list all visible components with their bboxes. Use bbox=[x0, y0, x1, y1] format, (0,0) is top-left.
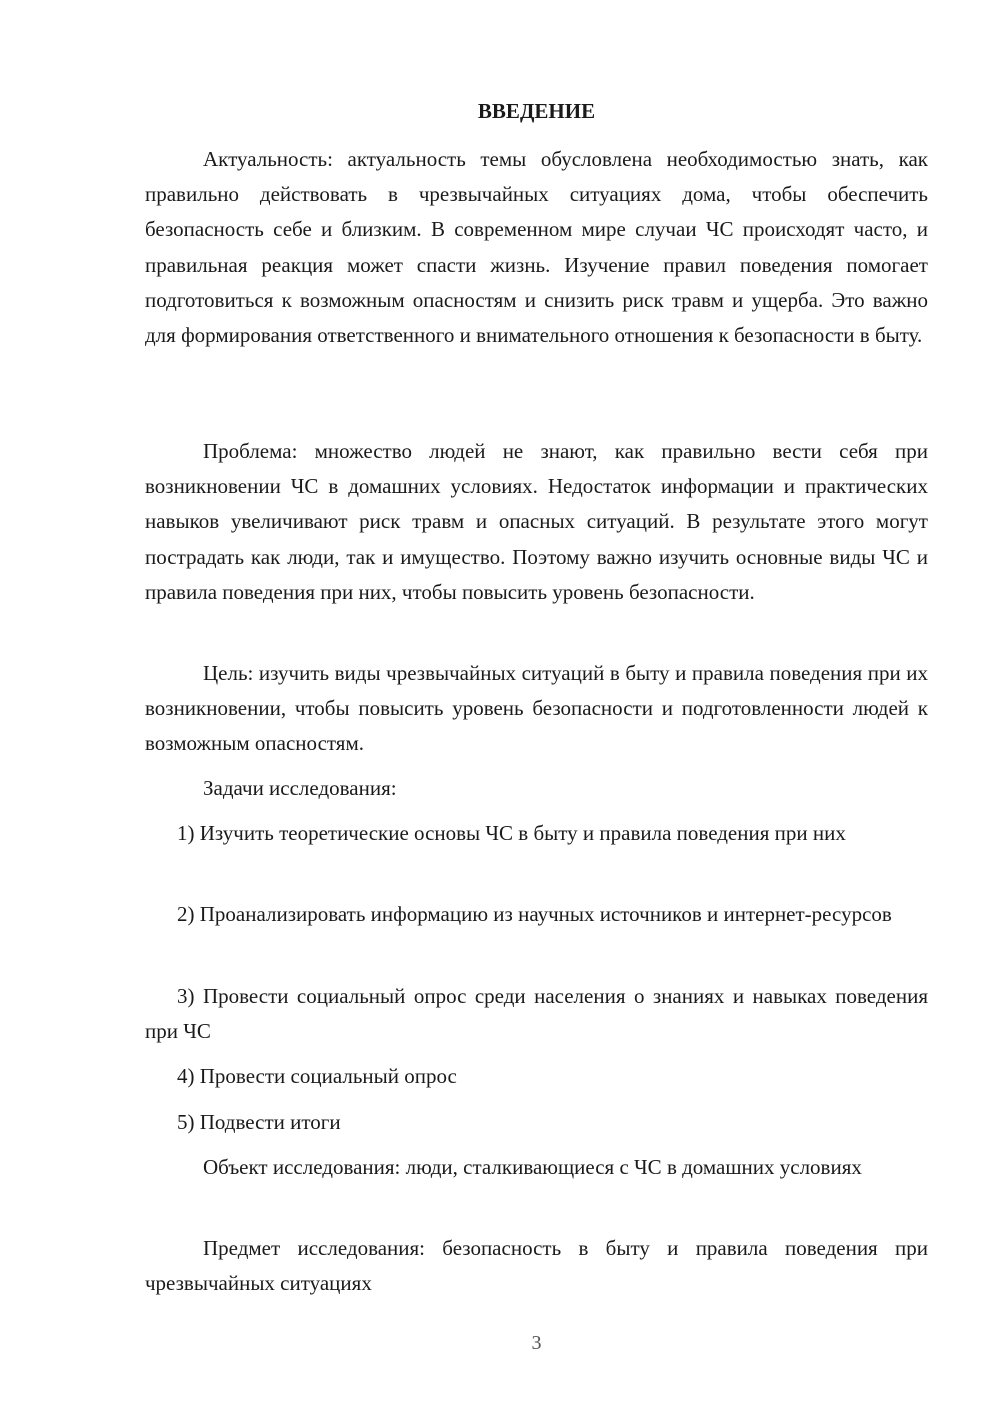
section-title: ВВЕДЕНИЕ bbox=[477, 99, 596, 123]
goal-paragraph: Цель: изучить виды чрезвычайных ситуаций в быту и правила поведения при их возникновении, чтобы повысить уровень безопасности и подготовленности людей к возможным опасностям. bbox=[145, 661, 928, 756]
page-number: 3 bbox=[531, 1332, 542, 1354]
task-item-4: 4) Провести социальный опрос bbox=[177, 1064, 457, 1088]
tasks-heading: Задачи исследования: bbox=[203, 776, 397, 800]
research-subject-paragraph: Предмет исследования: безопасность в быту и правила поведения при чрезвычайных ситуациях bbox=[145, 1236, 928, 1296]
task-item-1: 1) Изучить теоретические основы ЧС в быту и правила поведения при них bbox=[177, 821, 846, 845]
problem-paragraph: Проблема: множество людей не знают, как правильно вести себя при возникновении ЧС в домашних условиях. Недостаток информации и практических навыков увеличивают риск травм и опасных ситуаций. В результате этого могут пострадать как люди, так и имущество. Поэтому важно изучить основные виды ЧС и правила поведения при них, чтобы повысить уровень безопасности. bbox=[145, 439, 928, 604]
research-object-paragraph: Объект исследования: люди, сталкивающиеся с ЧС в домашних условиях bbox=[203, 1155, 862, 1179]
task-item-3: 3) Провести социальный опрос среди населения о знаниях и навыках поведения при ЧС bbox=[145, 984, 928, 1044]
relevance-paragraph: Актуальность: актуальность темы обусловлена необходимостью знать, как правильно действовать в чрезвычайных ситуациях дома, чтобы обеспечить безопасность себе и близким. В современном мире случаи ЧС происходят часто, и правильная реакция может спасти жизнь. Изучение правил поведения помогает подготовиться к возможным опасностям и снизить риск травм и ущерба. Это важно для формирования ответственного и внимательного отношения к безопасности в быту. bbox=[145, 147, 928, 348]
task-item-2: 2) Проанализировать информацию из научных источников и интернет-ресурсов bbox=[177, 902, 892, 926]
task-item-5: 5) Подвести итоги bbox=[177, 1110, 341, 1134]
